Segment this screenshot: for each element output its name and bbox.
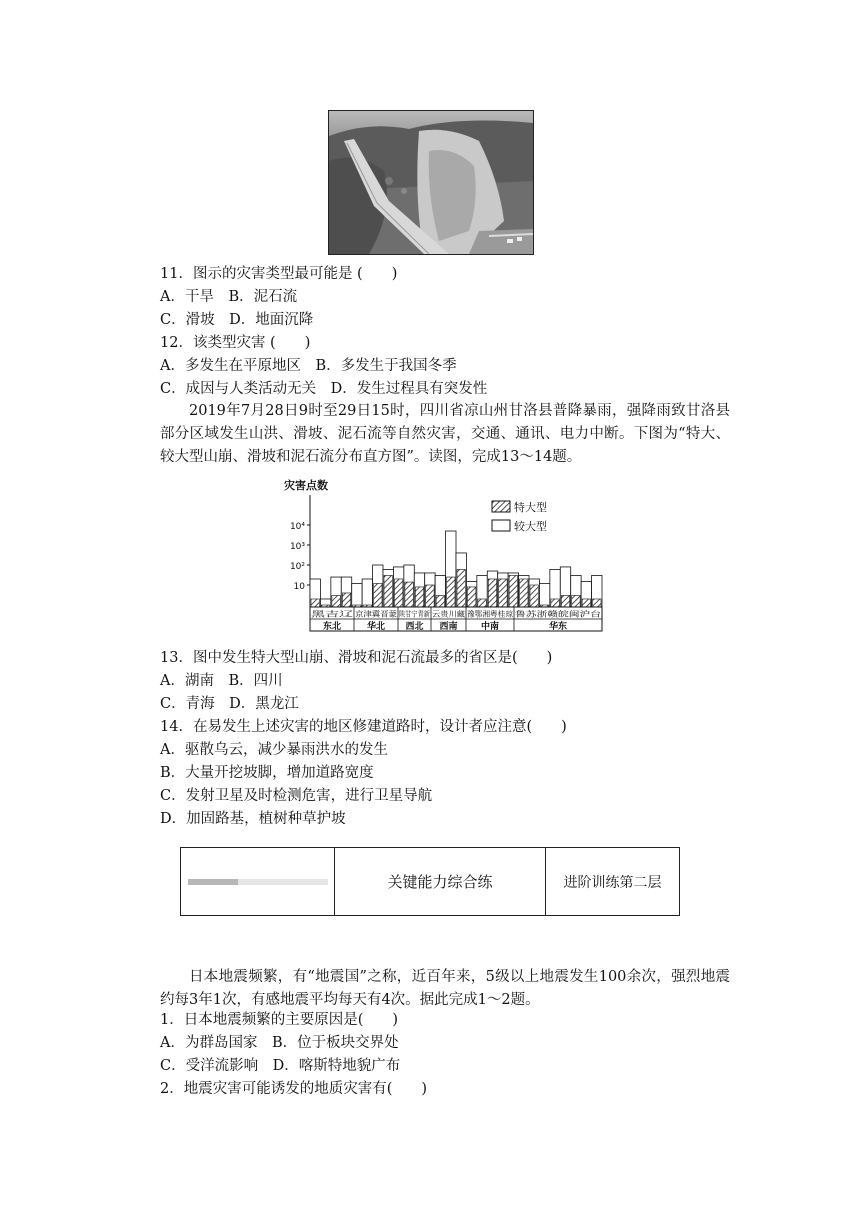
passage-landslide: 2019年7月28日9时至29日15时，四川省凉山州甘洛县普降暴雨，强降雨致甘洛县部分区域发生山洪、滑坡、泥石流等自然灾害，交通、通讯、电力中断。下图为“特大、较大型山崩、滑坡和泥石流分布直方图”。读图，完成13～14题。	[160, 403, 730, 465]
question-14-option-b: B．大量开挖坡脚，增加道路宽度	[160, 765, 374, 781]
question-14-option-c: C．发射卫星及时检测危害，进行卫星导航	[160, 788, 433, 804]
bar-extra-large-type	[311, 599, 319, 607]
bar-extra-large-type	[561, 595, 569, 607]
bar-extra-large-type	[572, 595, 580, 607]
bar-extra-large-type	[530, 585, 538, 607]
province-label: 云贵川藏	[432, 609, 462, 619]
province-label: 京津冀晋蒙	[355, 609, 393, 619]
region-label: 华北	[366, 622, 386, 632]
bar-extra-large-type	[488, 579, 496, 607]
bar-extra-large-type	[332, 595, 340, 607]
bar-extra-large-type	[394, 579, 402, 607]
question-2: 2．地震灾害可能诱发的地质灾害有( )	[160, 1081, 428, 1097]
province-label: 黑吉辽	[311, 609, 334, 619]
question-13: 13．图中发生特大型山崩、滑坡和泥石流最多的省区是( )	[160, 650, 553, 666]
question-11-options-cd: C．滑坡 D．地面沉降	[160, 312, 314, 328]
banner-title: 关键能力综合练	[335, 848, 546, 915]
province-label: 陕甘宁青新	[399, 609, 437, 619]
question-1-options-cd: C．受洋流影响 D．喀斯特地貌广布	[160, 1058, 401, 1074]
question-14-option-a: A．驱散乌云，减少暴雨洪水的发生	[160, 742, 388, 758]
bar-extra-large-type	[551, 599, 559, 607]
y-tick-label: 10⁴	[289, 522, 305, 532]
question-13-options-cd: C．青海 D．黑龙江	[160, 696, 299, 712]
region-label: 华东	[548, 622, 568, 632]
question-14-option-d: D．加固路基，植树种草护坡	[160, 811, 346, 827]
region-label: 东北	[322, 622, 342, 632]
bar-extra-large-type	[426, 585, 434, 607]
region-label: 西北	[405, 622, 424, 632]
y-tick-label: 10³	[289, 542, 305, 552]
y-axis-label: 灾害点数	[284, 479, 328, 492]
province-label: 鲁苏浙赣皖闽沪台	[515, 609, 575, 619]
bar-larger-type	[362, 579, 372, 607]
bar-extra-large-type	[593, 599, 601, 607]
landslide-photo	[328, 110, 534, 255]
question-14: 14．在易发生上述灾害的地区修建道路时，设计者应注意( )	[160, 719, 567, 735]
province-label: 豫鄂湘粤桂琼	[467, 609, 512, 619]
question-12-options-ab: A．多发生在平原地区 B．多发生于我国冬季	[160, 358, 457, 374]
bar-extra-large-type	[457, 569, 465, 607]
progress-bar-fill	[188, 879, 238, 885]
question-1-options-ab: A．为群岛国家 B．位于板块交界处	[160, 1035, 399, 1051]
legend-swatch-extra-large	[492, 501, 510, 512]
y-tick-label: 10	[293, 582, 305, 592]
bar-extra-large-type	[342, 593, 350, 607]
passage-japan-earthquake: 日本地震频繁，有“地震国”之称，近百年来，5级以上地震发生100余次，强烈地震约每3年1次，有感地震平均每天有4次。据此完成1～2题。	[160, 969, 730, 1008]
bar-extra-large-type	[436, 595, 444, 607]
bar-extra-large-type	[415, 587, 423, 607]
bar-extra-large-type	[509, 575, 517, 607]
bar-extra-large-type	[582, 599, 590, 607]
region-label: 中南	[480, 622, 500, 632]
banner-level: 进阶训练第二层	[563, 874, 662, 891]
bar-extra-large-type	[447, 577, 455, 607]
section-banner	[180, 847, 680, 916]
question-11-options-ab: A．干旱 B．泥石流	[160, 289, 298, 305]
bar-extra-large-type	[374, 583, 382, 607]
legend-label-extra-large: 特大型	[514, 501, 547, 514]
progress-bar	[188, 879, 328, 885]
bar-larger-type	[539, 583, 549, 607]
bar-extra-large-type	[405, 582, 413, 607]
bar-extra-large-type	[520, 579, 528, 607]
region-label: 西南	[439, 622, 458, 632]
y-tick-label: 10²	[289, 562, 305, 572]
disaster-histogram	[282, 475, 612, 635]
question-12: 12．该类型灾害 ( )	[160, 335, 311, 351]
question-1: 1．日本地震频繁的主要原因是( )	[160, 1012, 399, 1028]
legend-swatch-larger	[492, 520, 510, 531]
question-11: 11．图示的灾害类型最可能是 ( )	[160, 266, 398, 282]
banner-progress-cell	[181, 848, 335, 915]
bar-extra-large-type	[467, 587, 475, 607]
bar-larger-type	[352, 583, 362, 607]
legend-label-larger: 较大型	[514, 520, 547, 533]
bar-extra-large-type	[384, 575, 392, 607]
bar-extra-large-type	[478, 599, 486, 607]
bar-extra-large-type	[499, 579, 507, 607]
question-13-options-ab: A．湖南 B．四川	[160, 673, 283, 689]
question-12-options-cd: C．成因与人类活动无关 D．发生过程具有突发性	[160, 381, 488, 397]
